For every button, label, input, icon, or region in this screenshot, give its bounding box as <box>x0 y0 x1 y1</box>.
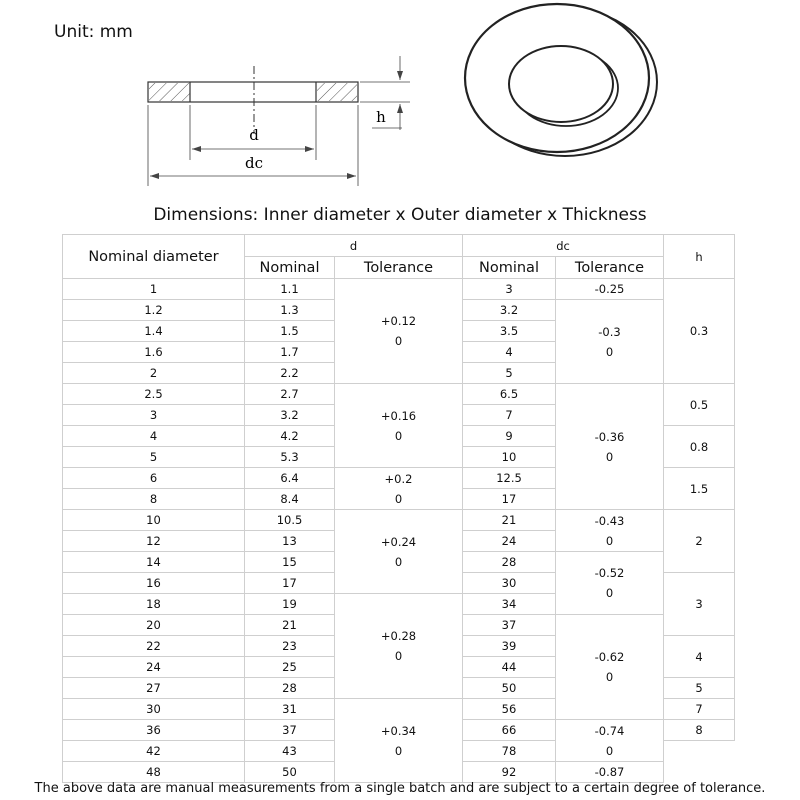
washer-3d-illustration <box>465 4 657 156</box>
d-nominal-cell: 2.2 <box>245 363 335 384</box>
table-row <box>63 279 735 300</box>
tolerance-upper: +0.28 <box>380 629 417 643</box>
d-nominal-cell: 43 <box>245 741 335 762</box>
inner-diameter-dimension <box>190 105 316 160</box>
dc-nominal-cell: 92 <box>463 762 556 783</box>
dc-nominal-cell: 3.5 <box>463 321 556 342</box>
nominal-diameter-cell: 22 <box>63 636 245 657</box>
nominal-diameter-cell: 3 <box>63 405 245 426</box>
dc-nominal-cell: 37 <box>463 615 556 636</box>
nominal-diameter-cell: 1 <box>63 279 245 300</box>
dc-nominal-cell: 12.5 <box>463 468 556 489</box>
dc-nominal-cell: 50 <box>463 678 556 699</box>
tolerance-upper: +0.12 <box>380 314 417 328</box>
dc-nominal-cell: 10 <box>463 447 556 468</box>
dc-nominal-cell: 6.5 <box>463 384 556 405</box>
d-nominal-cell: 21 <box>245 615 335 636</box>
thickness-dimension <box>360 56 410 130</box>
dc-nominal-cell: 21 <box>463 510 556 531</box>
dc-tolerance-cell <box>556 510 664 552</box>
d-nominal-cell: 31 <box>245 699 335 720</box>
dc-nominal-cell: 39 <box>463 636 556 657</box>
dc-tolerance-cell <box>556 384 664 510</box>
header-d-tolerance: Tolerance <box>335 257 463 279</box>
unit-label: Unit: mm <box>54 22 133 42</box>
dc-nominal-cell: 5 <box>463 363 556 384</box>
nominal-diameter-cell: 10 <box>63 510 245 531</box>
d-nominal-cell: 25 <box>245 657 335 678</box>
header-h: h <box>664 235 735 279</box>
tolerance-lower: 0 <box>394 491 403 506</box>
header-dc-tolerance: Tolerance <box>556 257 664 279</box>
tolerance-lower: 0 <box>394 428 403 443</box>
washer-drawing <box>0 0 800 205</box>
dc-nominal-cell: 78 <box>463 741 556 762</box>
tolerance-upper: -0.3 <box>598 324 621 339</box>
d-tolerance-cell <box>335 384 463 468</box>
nominal-diameter-cell: 8 <box>63 489 245 510</box>
nominal-diameter-cell: 1.4 <box>63 321 245 342</box>
tolerance-lower: 0 <box>394 743 403 758</box>
tolerance-lower: 0 <box>605 344 614 359</box>
dc-tolerance-cell <box>556 279 664 300</box>
outer-diameter-dimension <box>148 105 358 186</box>
nominal-diameter-cell: 20 <box>63 615 245 636</box>
dc-tolerance-cell <box>556 762 664 783</box>
h-cell: 7 <box>664 699 735 720</box>
tolerance-upper: +0.24 <box>380 534 417 549</box>
d-nominal-cell: 1.5 <box>245 321 335 342</box>
tolerance-upper: -0.25 <box>594 282 625 296</box>
nominal-diameter-cell: 14 <box>63 552 245 573</box>
washer-cross-section <box>148 66 358 134</box>
nominal-diameter-cell: 6 <box>63 468 245 489</box>
nominal-diameter-cell: 36 <box>63 720 245 741</box>
dc-tolerance-cell <box>556 552 664 615</box>
nominal-diameter-cell: 4 <box>63 426 245 447</box>
washer-spec-table <box>62 234 735 783</box>
tolerance-upper: -0.43 <box>594 513 625 528</box>
nominal-diameter-cell: 5 <box>63 447 245 468</box>
table-row <box>63 384 735 405</box>
nominal-diameter-cell: 2 <box>63 363 245 384</box>
footer-note: The above data are manual measurements from a single batch and are subject to a certain degree of tolerance. <box>34 781 766 796</box>
d-nominal-cell: 5.3 <box>245 447 335 468</box>
header-d: d <box>245 235 463 257</box>
d-nominal-cell: 1.1 <box>245 279 335 300</box>
h-cell: 0.8 <box>664 426 735 468</box>
dc-nominal-cell: 17 <box>463 489 556 510</box>
d-tolerance-cell <box>335 279 463 384</box>
nominal-diameter-cell: 16 <box>63 573 245 594</box>
dc-nominal-cell: 3.2 <box>463 300 556 321</box>
h-cell: 2 <box>664 510 735 573</box>
dc-tolerance-cell <box>556 615 664 720</box>
d-nominal-cell: 8.4 <box>245 489 335 510</box>
d-nominal-cell: 3.2 <box>245 405 335 426</box>
label-h: h <box>376 108 386 126</box>
nominal-diameter-cell: 24 <box>63 657 245 678</box>
nominal-diameter-cell: 30 <box>63 699 245 720</box>
nominal-diameter-cell: 1.2 <box>63 300 245 321</box>
tolerance-upper: -0.36 <box>594 429 625 444</box>
tolerance-upper: +0.16 <box>380 408 417 423</box>
d-nominal-cell: 1.7 <box>245 342 335 363</box>
dc-nominal-cell: 24 <box>463 531 556 552</box>
d-nominal-cell: 1.3 <box>245 300 335 321</box>
d-nominal-cell: 50 <box>245 762 335 783</box>
d-nominal-cell: 23 <box>245 636 335 657</box>
d-nominal-cell: 4.2 <box>245 426 335 447</box>
tolerance-upper: -0.74 <box>594 723 625 738</box>
d-tolerance-cell <box>335 699 463 783</box>
tolerance-lower: 0 <box>605 586 614 600</box>
d-nominal-cell: 15 <box>245 552 335 573</box>
tolerance-upper: -0.52 <box>594 566 625 580</box>
tolerance-upper: +0.34 <box>380 723 417 738</box>
dc-nominal-cell: 56 <box>463 699 556 720</box>
header-dc-nominal: Nominal <box>463 257 556 279</box>
dc-nominal-cell: 30 <box>463 573 556 594</box>
tolerance-lower: 0 <box>394 554 403 569</box>
tolerance-lower: 0 <box>605 533 614 548</box>
h-cell: 3 <box>664 573 735 636</box>
h-cell: 8 <box>664 720 735 741</box>
tolerance-upper: +0.2 <box>384 471 413 486</box>
nominal-diameter-cell: 27 <box>63 678 245 699</box>
d-nominal-cell: 17 <box>245 573 335 594</box>
nominal-diameter-cell: 1.6 <box>63 342 245 363</box>
dc-nominal-cell: 28 <box>463 552 556 573</box>
h-cell: 5 <box>664 678 735 699</box>
dc-nominal-cell: 7 <box>463 405 556 426</box>
tolerance-upper: -0.62 <box>594 650 625 664</box>
h-cell: 4 <box>664 636 735 678</box>
h-cell: 0.3 <box>664 279 735 384</box>
nominal-diameter-cell: 2.5 <box>63 384 245 405</box>
table-row <box>63 510 735 531</box>
dc-nominal-cell: 34 <box>463 594 556 615</box>
tolerance-lower: 0 <box>394 649 403 663</box>
d-nominal-cell: 37 <box>245 720 335 741</box>
d-nominal-cell: 28 <box>245 678 335 699</box>
tolerance-lower: 0 <box>605 449 614 464</box>
dc-nominal-cell: 9 <box>463 426 556 447</box>
nominal-diameter-cell: 48 <box>63 762 245 783</box>
tolerance-lower: 0 <box>605 743 614 758</box>
header-nominal-diameter: Nominal diameter <box>63 235 245 279</box>
nominal-diameter-cell: 18 <box>63 594 245 615</box>
dimensions-title: Dimensions: Inner diameter x Outer diameter x Thickness <box>153 205 647 225</box>
tolerance-lower: 0 <box>605 670 614 684</box>
dc-nominal-cell: 66 <box>463 720 556 741</box>
nominal-diameter-cell: 12 <box>63 531 245 552</box>
label-d: d <box>249 126 259 144</box>
d-nominal-cell: 6.4 <box>245 468 335 489</box>
dc-tolerance-cell <box>556 300 664 384</box>
d-tolerance-cell <box>335 510 463 594</box>
dc-nominal-cell: 4 <box>463 342 556 363</box>
tolerance-upper: -0.87 <box>594 765 625 779</box>
d-tolerance-cell <box>335 468 463 510</box>
nominal-diameter-cell: 42 <box>63 741 245 762</box>
d-nominal-cell: 10.5 <box>245 510 335 531</box>
d-nominal-cell: 2.7 <box>245 384 335 405</box>
dc-tolerance-cell <box>556 720 664 762</box>
h-cell: 0.5 <box>664 384 735 426</box>
d-nominal-cell: 13 <box>245 531 335 552</box>
dc-nominal-cell: 44 <box>463 657 556 678</box>
tolerance-lower: 0 <box>394 334 403 348</box>
d-tolerance-cell <box>335 594 463 699</box>
h-cell: 1.5 <box>664 468 735 510</box>
label-dc: dc <box>244 154 264 172</box>
d-nominal-cell: 19 <box>245 594 335 615</box>
header-d-nominal: Nominal <box>245 257 335 279</box>
header-dc: dc <box>463 235 664 257</box>
dc-nominal-cell: 3 <box>463 279 556 300</box>
